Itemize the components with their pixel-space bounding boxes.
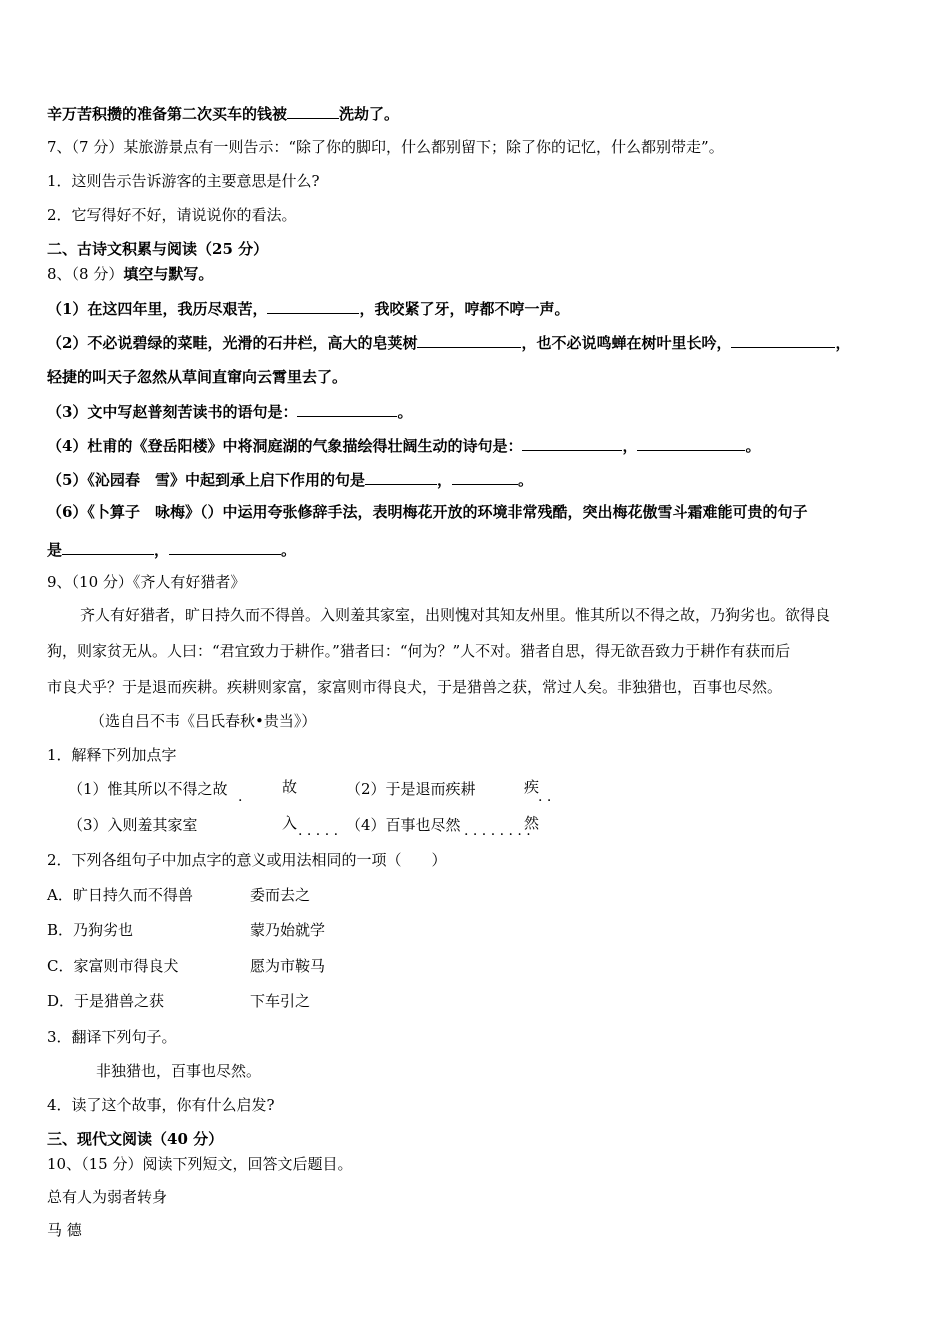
option-d-right: 下车引之 xyxy=(250,992,311,1010)
q8-item1 xyxy=(47,298,569,319)
blank-line xyxy=(452,469,518,485)
blank-line xyxy=(417,332,521,348)
q8-item2-text2: ，也不必说鸣蝉在树叶里长吟， xyxy=(521,334,732,352)
q8-item5-text3: 。 xyxy=(517,471,533,489)
q8-number: 8、（8 分） xyxy=(47,265,124,283)
q8-item6: （6）《卜算子 咏梅》（）中运用夸张修辞手法，表明梅花开放的环境非常残酷，突出梅花傲雪斗霜难能可贵的句子 xyxy=(47,503,808,521)
emphasis-dot: . xyxy=(238,789,243,805)
q8-item3-text: （3）文中写赵普刻苦读书的语句是： xyxy=(47,403,298,421)
continued-text: 辛万苦积攒的准备第二次买车的钱被 xyxy=(47,105,288,123)
q8-item1-text2: ，我咬紧了牙，哼都不哼一声。 xyxy=(359,300,570,318)
q8-item2 xyxy=(47,332,850,353)
q8-item6-text2: ， xyxy=(154,541,170,559)
blank-line xyxy=(297,401,397,417)
q8-item1-text: （1）在这四年里，我历尽艰苦， xyxy=(47,300,268,318)
option-a-left: A．旷日持久而不得兽 xyxy=(47,886,193,904)
blank-line xyxy=(169,539,281,555)
passage-source: （选自吕不韦《吕氏春秋•贵当》） xyxy=(90,712,317,730)
q10-heading: 10、（15 分）阅读下列短文，回答文后题目。 xyxy=(47,1155,353,1173)
q8-item4-text: （4）杜甫的《登岳阳楼》中将洞庭湖的气象描绘得壮阔生动的诗句是： xyxy=(47,437,523,455)
q8-item4-text3: 。 xyxy=(745,437,761,455)
q8-item5-text: （5）《沁园春 雪》中起到承上启下作用的句是 xyxy=(47,471,365,489)
passage-line: 狗，则家贫无从。人曰：“君宜致力于耕作。”猎者曰：“何为？”人不对。猎者自思，得无欲吾致力于耕作有获而后 xyxy=(47,642,791,660)
q8-item2-cont: 轻捷的叫天子忽然从草间直窜向云霄里去了。 xyxy=(47,368,348,386)
q8-item2-text3: ， xyxy=(835,334,851,352)
q8-item6-cont xyxy=(47,539,296,560)
section2-title: 二、古诗文积累与阅读（25 分） xyxy=(47,240,269,258)
q9-sub1: 1．解释下列加点字 xyxy=(47,746,177,764)
option-d-left: D．于是猎兽之获 xyxy=(47,992,165,1010)
option-c-left: C．家富则市得良犬 xyxy=(47,957,179,975)
option-a-right: 委而去之 xyxy=(250,886,311,904)
blank-line xyxy=(287,103,339,119)
q8-item5-text2: ， xyxy=(436,471,452,489)
q9-sub3: 3．翻译下列句子。 xyxy=(47,1028,177,1046)
q8-heading xyxy=(47,264,213,284)
explain-item4: （4）百事也尽然 xyxy=(346,816,461,834)
q8-item3-text2: 。 xyxy=(397,403,413,421)
q8-item3 xyxy=(47,401,412,422)
q7-sub1: 1．这则告示告诉游客的主要意思是什么? xyxy=(47,172,320,190)
q8-item4 xyxy=(47,435,760,456)
q7-heading: 7、（7 分）某旅游景点有一则告示：“除了你的脚印，什么都别留下；除了你的记忆，什么都别带走”。 xyxy=(47,138,724,156)
blank-line xyxy=(62,539,154,555)
article-author: 马 德 xyxy=(47,1221,82,1239)
option-b-left: B．乃狗劣也 xyxy=(47,921,134,939)
explain-word2: 疾 xyxy=(524,778,540,796)
option-c-right: 愿为市鞍马 xyxy=(250,957,326,975)
explain-word1: 故 xyxy=(282,778,298,796)
explain-word4: 然 xyxy=(524,814,540,832)
option-b-right: 蒙乃始就学 xyxy=(250,921,326,939)
emphasis-dot: . . . . . xyxy=(298,823,339,839)
blank-line xyxy=(522,435,622,451)
q8-item6-text3: 。 xyxy=(281,541,297,559)
q7-sub2: 2．它写得好不好，请说说你的看法。 xyxy=(47,206,297,224)
continued-text-tail: 洗劫了。 xyxy=(339,105,400,123)
passage-line: 市良犬乎？于是退而疾耕。疾耕则家富，家富则市得良犬，于是猎兽之获，常过人矣。非独猎也，百事也尽然。 xyxy=(47,678,783,696)
explain-item1: （1）惟其所以不得之故 xyxy=(68,780,228,798)
explain-word3: 入 xyxy=(282,814,298,832)
article-title: 总有人为弱者转身 xyxy=(47,1188,168,1206)
blank-line xyxy=(267,298,359,314)
continued-text-line xyxy=(47,103,399,124)
section3-title: 三、现代文阅读（40 分） xyxy=(47,1130,224,1148)
passage-line: 齐人有好猎者，旷日持久而不得兽。入则羞其家室，出则愧对其知友州里。惟其所以不得之故，乃狗劣也。欲得良 xyxy=(80,606,831,624)
q9-sub4: 4．读了这个故事，你有什么启发? xyxy=(47,1096,275,1114)
q8-item4-text2: ， xyxy=(622,437,638,455)
blank-line xyxy=(365,469,437,485)
q8-item5 xyxy=(47,469,533,490)
blank-line xyxy=(731,332,835,348)
explain-item2: （2）于是退而疾耕 xyxy=(346,780,476,798)
emphasis-dot: . . xyxy=(538,789,552,805)
q9-sub2: 2．下列各组句子中加点字的意义或用法相同的一项（ ） xyxy=(47,851,447,869)
q9-sub3-sentence: 非独猎也，百事也尽然。 xyxy=(96,1062,262,1080)
q8-item6-text: 是 xyxy=(47,541,63,559)
emphasis-dot: . . . . . . . . xyxy=(464,823,531,839)
explain-item3: （3）入则羞其家室 xyxy=(68,816,198,834)
blank-line xyxy=(637,435,745,451)
q8-text: 填空与默写。 xyxy=(123,265,214,283)
q9-heading: 9、（10 分）《齐人有好猎者》 xyxy=(47,573,246,591)
q8-item2-text: （2）不必说碧绿的菜畦，光滑的石井栏，高大的皂荚树 xyxy=(47,334,418,352)
